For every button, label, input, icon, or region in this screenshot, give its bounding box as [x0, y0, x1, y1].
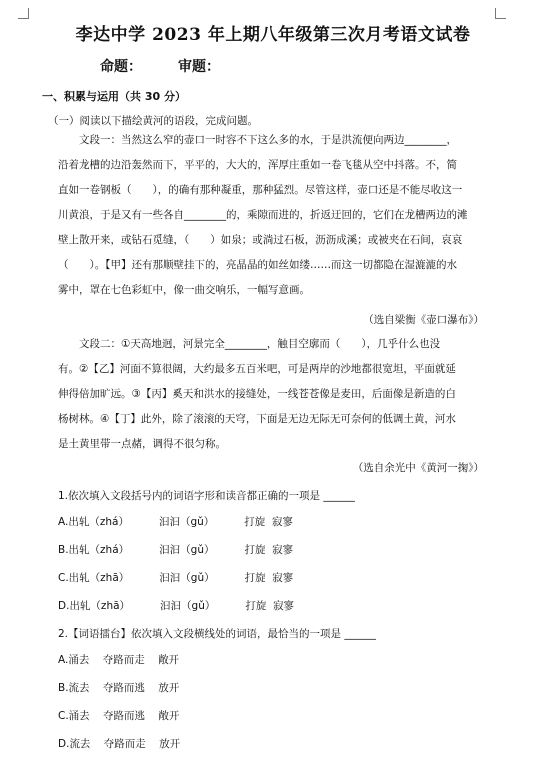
passage-line: 雾中，罩在七色彩虹中，像一曲交响乐，一幅写意画。	[58, 284, 310, 296]
passage-line: 伸得倍加旷远。③【丙】奚天和洪水的接缝处，一线苍苍像是麦田，后面像是新造的白	[58, 388, 456, 400]
review-label: 审题：	[178, 59, 220, 75]
source-citation: （选自梁衡《壶口瀑布》）	[363, 314, 484, 326]
q1-option-b[interactable]: B.出轧（zhá） 汩汩（gǔ） 打旋 寂寥	[58, 544, 294, 556]
author-label: 命题：	[100, 59, 142, 75]
exam-title: 李达中学 2023 年上期八年级第三次月考语文试卷	[75, 25, 471, 45]
section-heading: 一、积累与运用（共 30 分）	[42, 90, 186, 103]
passage-line: 直如一卷钢板（ ），的确有那种凝重，那种猛烈。尽管这样，壶口还是不能尽收这一	[58, 184, 463, 196]
passage-line: 壁上散开来，或钻石觅缝，（ ）如泉；或淌过石板，沥沥成溪；或被夹在石间，哀哀	[58, 234, 463, 246]
passage-line: 文段二：①天高地迥，河景完全________，触目空廓而（ ），几乎什么也没	[58, 338, 441, 350]
passage-line: 川黄浪，于是又有一些各自________的，乘隙而进的，折返迂回的，它们在龙槽两边的滩	[58, 209, 468, 221]
crop-mark-top-left	[18, 8, 29, 19]
question-1: 1.依次填入文段括号内的词语字形和读音都正确的一项是 ______	[58, 490, 355, 502]
subsection-heading: （一）阅读以下描绘黄河的语段，完成问题。	[48, 115, 258, 127]
q1-option-c[interactable]: C.出轧（zhā） 汩汩（gǔ） 打旋 寂寥	[58, 572, 294, 584]
passage-two	[58, 332, 510, 457]
q1-option-a[interactable]: A.出轧（zhá） 汩汩（gǔ） 打旋 寂寥	[58, 516, 293, 528]
passage-line: 沿着龙槽的边沿轰然而下，平平的，大大的，浑厚庄重如一卷飞毯从空中抖落。不，简	[58, 159, 457, 171]
question-2: 2.【词语擂台】依次填入文段横线处的词语，最恰当的一项是 ______	[58, 628, 376, 640]
passage-line: 有。②【乙】河面不算很阔，大约最多五百米吧，可是两岸的沙地都很宽坦，平面就延	[58, 363, 456, 375]
passage-line: （ ）。【甲】还有那顺壁挂下的，亮晶晶的如丝如缕……而这一切都隐在湿漉漉的水	[58, 259, 457, 271]
q2-option-a[interactable]: A.涌去 夺路而走 敞开	[58, 654, 180, 666]
q2-option-d[interactable]: D.流去 夺路而走 放开	[58, 738, 181, 750]
q2-option-b[interactable]: B.流去 夺路而逃 放开	[58, 682, 180, 694]
passage-line: 是土黄里带一点赭，调得不很匀称。	[58, 438, 226, 450]
passage-line: 杨树林。④【丁】此外，除了滚滚的天穹，下面是无边无际无可奈何的低调土黄，河水	[58, 413, 456, 425]
passage-one	[58, 128, 510, 303]
passage-line: 文段一：当然这么窄的壶口一时容不下这么多的水，于是洪流便向两边________，	[58, 134, 457, 146]
source-citation: （选自余光中《黄河一掬》）	[352, 462, 484, 474]
q1-option-d[interactable]: D.出轧（zhā） 汩汩（gǔ） 打旋 寂寥	[58, 600, 295, 612]
crop-mark-top-right	[495, 8, 506, 19]
q2-option-c[interactable]: C.涌去 夺路而逃 敞开	[58, 710, 180, 722]
